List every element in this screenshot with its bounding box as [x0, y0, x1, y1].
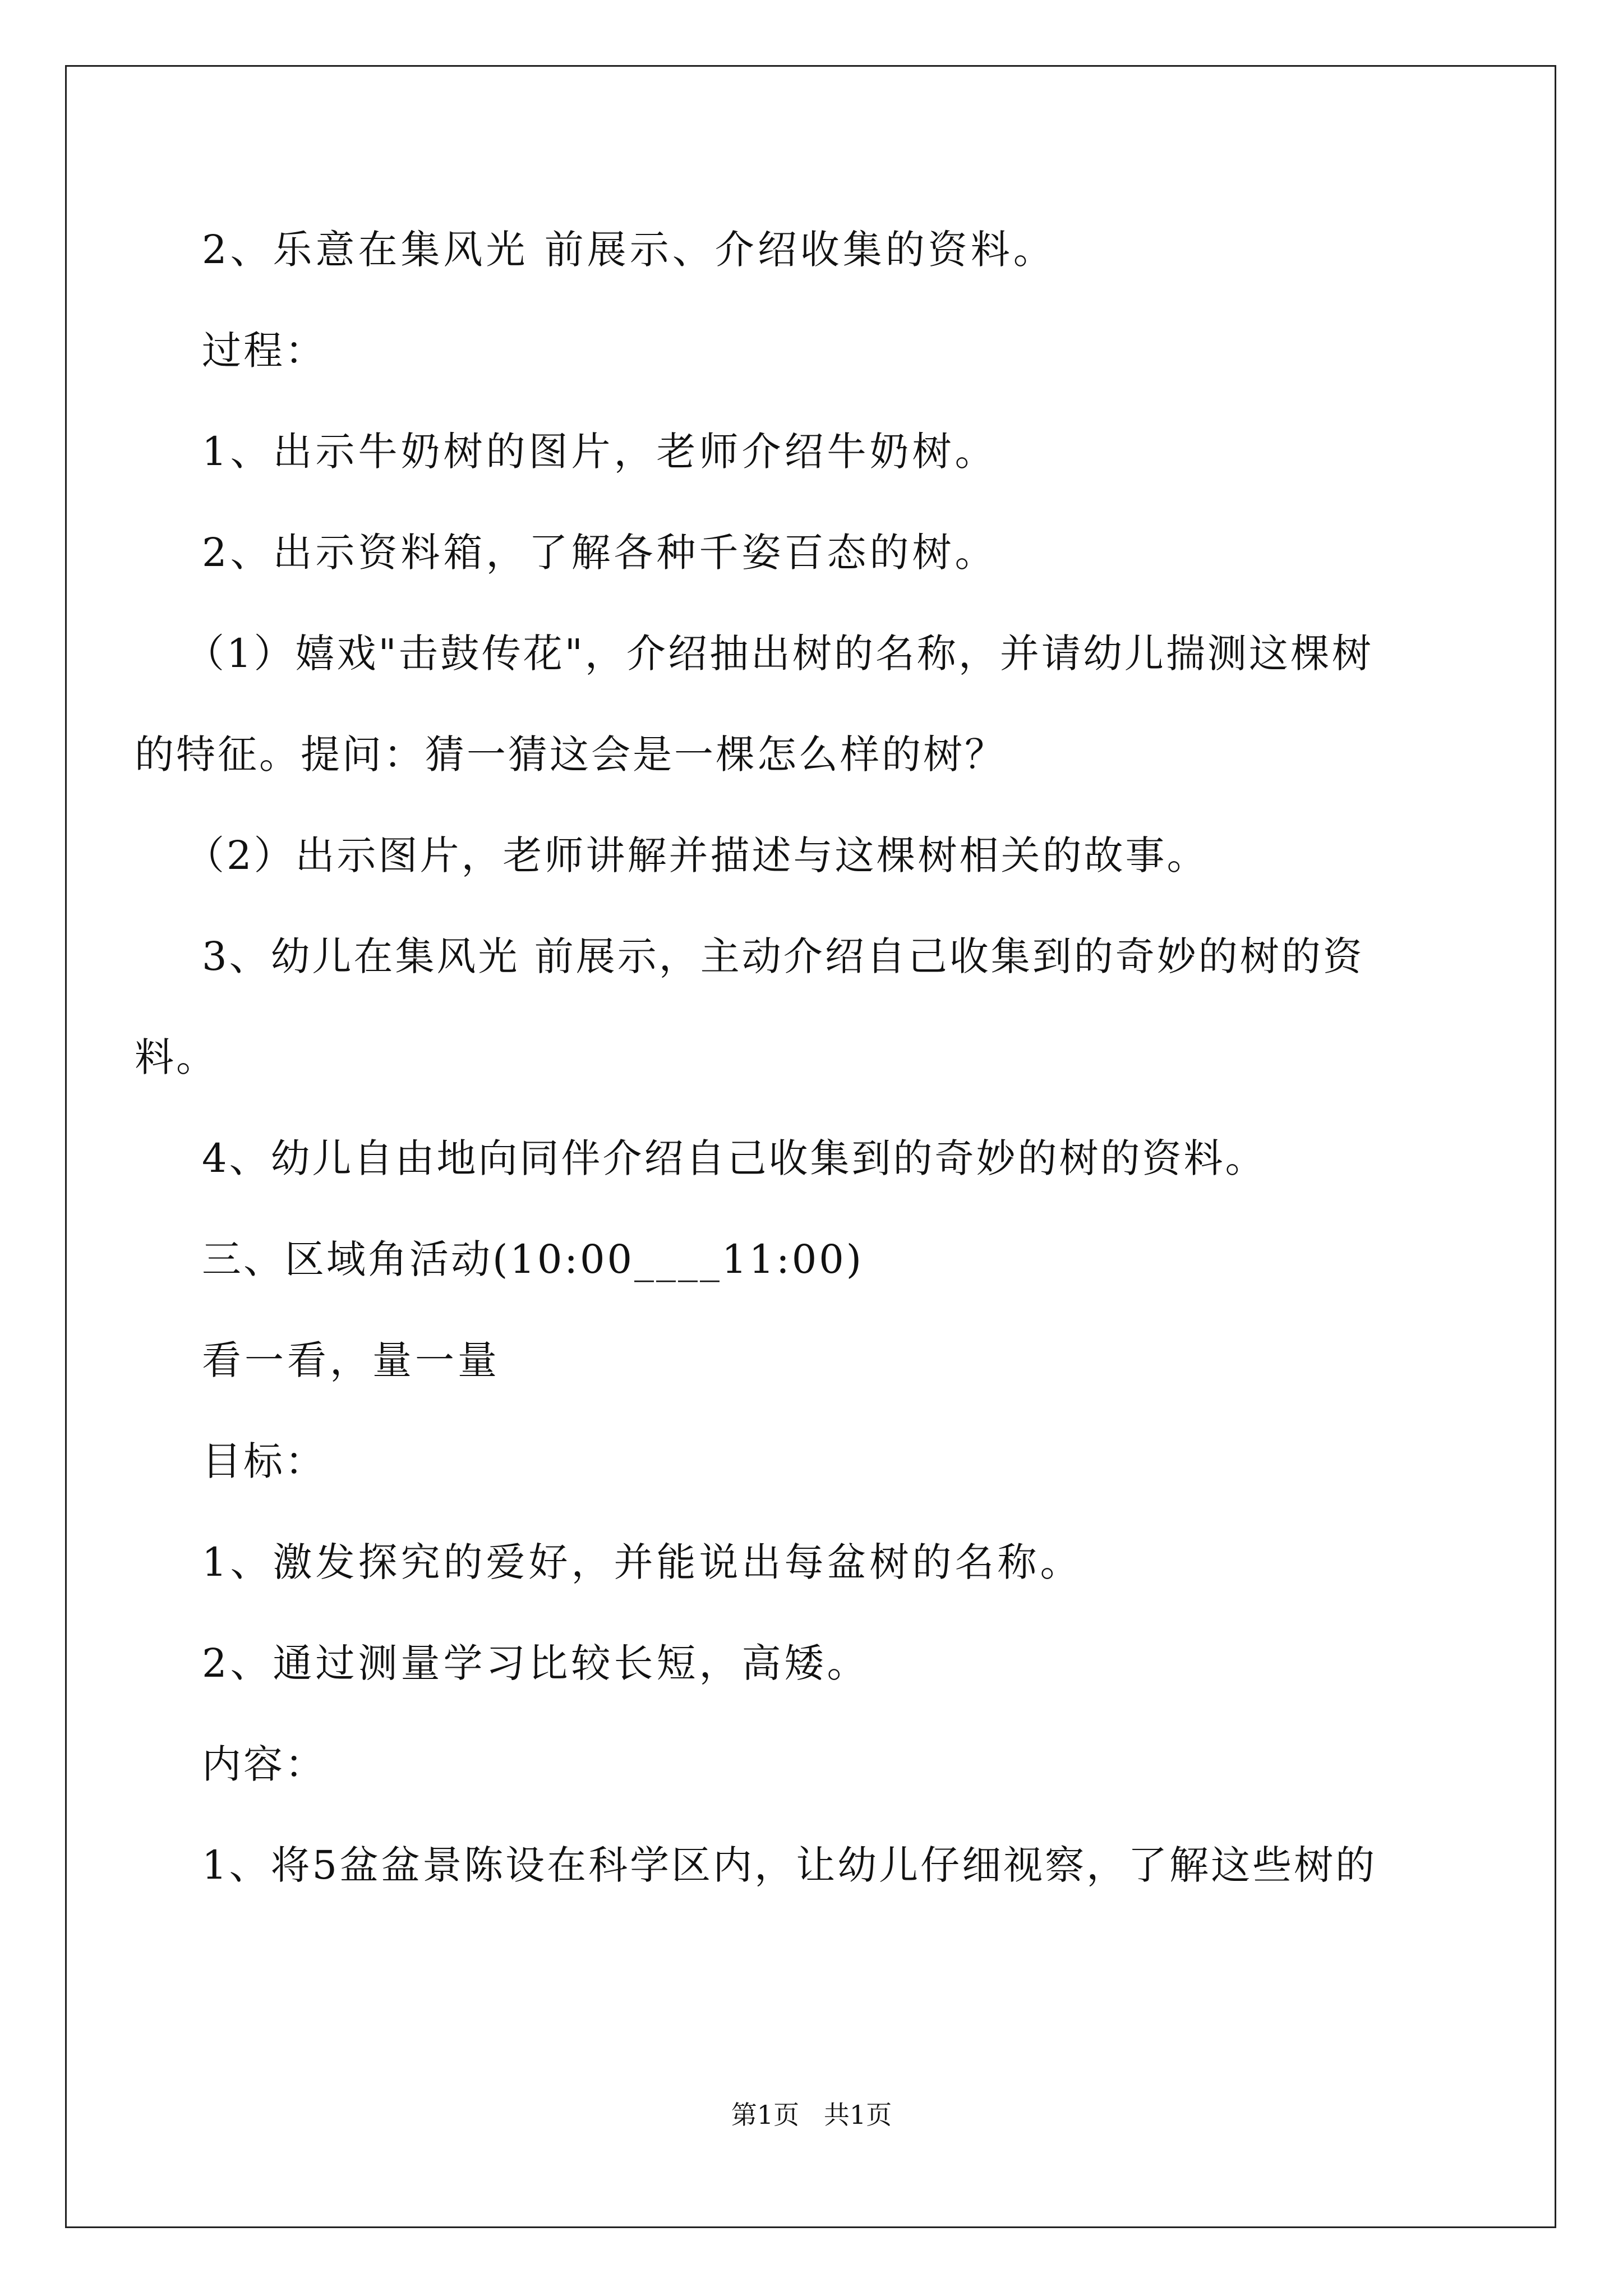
paragraph-line: 3、幼儿在集风光 前展示，主动介绍自己收集到的奇妙的树的资 — [202, 933, 1364, 979]
paragraph-line: 1、出示牛奶树的图片，老师介绍牛奶树。 — [202, 429, 998, 475]
paragraph-line: 的特征。提问：猜一猜这会是一棵怎么样的树？ — [135, 731, 1006, 777]
paragraph-line: 料。 — [135, 1034, 218, 1080]
paragraph-line: （2）出示图片，老师讲解并描述与这棵树相关的故事。 — [185, 832, 1209, 878]
paragraph-line: 4、幼儿自由地向同伴介绍自己收集到的奇妙的树的资料。 — [202, 1135, 1267, 1181]
section-heading: 过程： — [202, 328, 326, 374]
paragraph-line: 2、出示资料箱，了解各种千姿百态的树。 — [202, 530, 998, 576]
page-footer: 第1页 共1页 — [731, 2100, 892, 2130]
paragraph-line: （1）嬉戏"击鼓传花"，介绍抽出树的名称，并请幼儿揣测这棵树 — [185, 631, 1373, 677]
paragraph-line: 1、将5盆盆景陈设在科学区内，让幼儿仔细视察，了解这些树的 — [202, 1842, 1377, 1888]
activity-title: 看一看，量一量 — [202, 1337, 500, 1383]
section-heading: 目标： — [202, 1438, 326, 1484]
paragraph-line: 2、乐意在集风光 前展示、介绍收集的资料。 — [202, 227, 1056, 273]
paragraph-line: 1、激发探究的爱好，并能说出每盆树的名称。 — [202, 1539, 1083, 1585]
paragraph-line: 2、通过测量学习比较长短，高矮。 — [202, 1640, 870, 1686]
section-heading: 三、区域角活动(10:00____11:00) — [202, 1236, 864, 1282]
section-heading: 内容： — [202, 1741, 326, 1787]
